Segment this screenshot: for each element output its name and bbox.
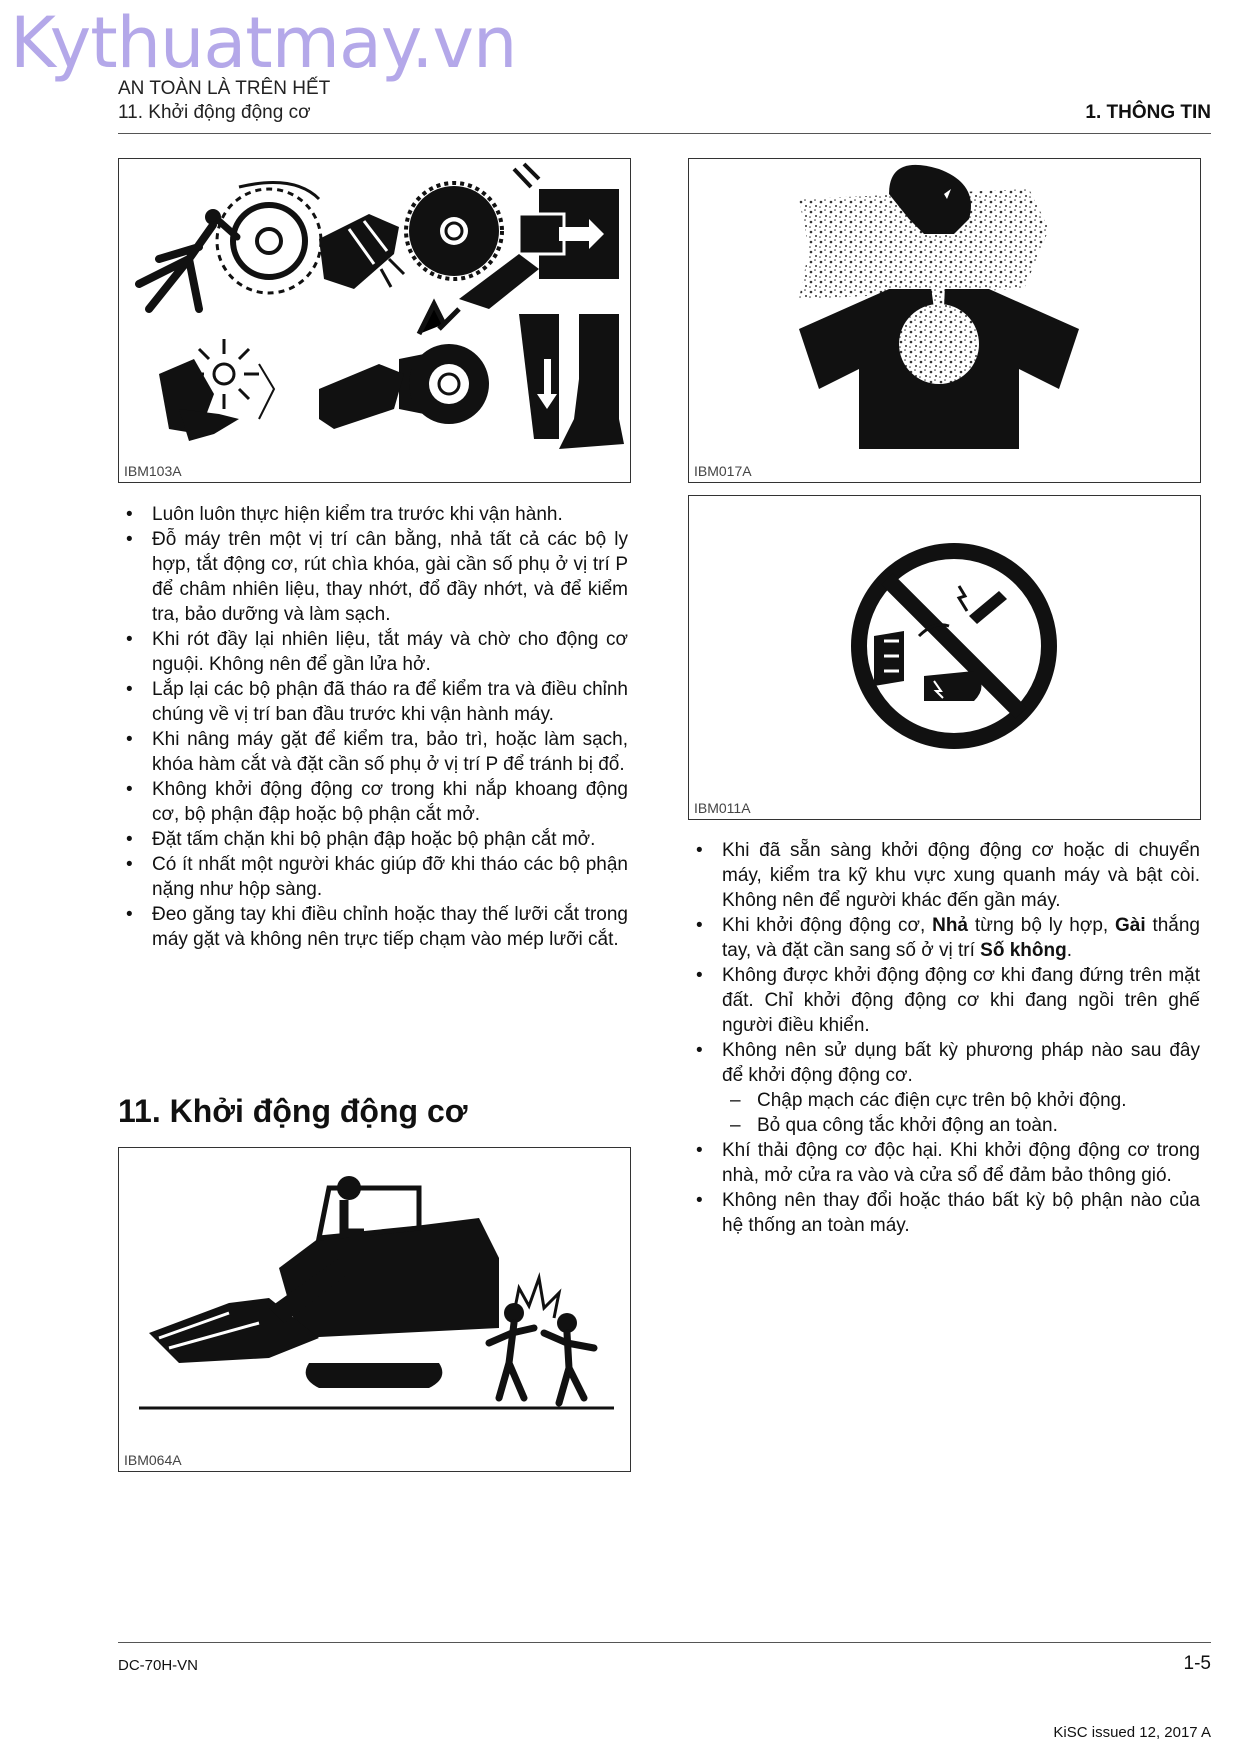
header-chapter: 1. THÔNG TIN: [1085, 102, 1211, 123]
list-item: • Có ít nhất một người khác giúp đỡ khi tháo các bộ phận nặng như hộp sàng.: [118, 852, 628, 902]
text-run: .: [1066, 940, 1073, 961]
sub-list-item: – Bỏ qua công tắc khởi động an toàn.: [722, 1113, 1200, 1138]
toxic-gas-inhalation-icon: [689, 159, 1199, 459]
header-section-title: AN TOÀN LÀ TRÊN HẾT: [118, 78, 331, 99]
footer-issued: KiSC issued 12, 2017 A: [1053, 1724, 1211, 1741]
no-jump-start-icon: [689, 496, 1199, 796]
figure-label: IBM103A: [124, 463, 182, 479]
emphasis-release: Nhả: [932, 915, 969, 936]
list-item: • Đỗ máy trên một vị trí cân bằng, nhả tất cả các bộ ly hợp, tắt động cơ, rút chìa khóa, gài cần số phụ ở vị trí P để châm nhiên liệu, thay nhớt, đổ đầy nhớt, và để kiểm tra, bảo dưỡng và làm sạch.: [118, 527, 628, 627]
figure-hazard-pictograms: [118, 158, 631, 483]
list-item: • Khi nâng máy gặt để kiểm tra, bảo trì, hoặc làm sạch, khóa hàm cắt và đặt cần số phụ ở vị trí P để tránh bị đổ.: [118, 727, 628, 777]
figure-toxic-gas: [688, 158, 1201, 483]
list-item: • Đeo găng tay khi điều chỉnh hoặc thay thế lưỡi cắt trong máy gặt và không nên trực tiếp chạm vào mép lưỡi cắt.: [118, 902, 628, 952]
list-item: • Đặt tấm chặn khi bộ phận đập hoặc bộ phận cắt mở.: [118, 827, 628, 852]
section-title: 11. Khởi động động cơ: [118, 1093, 468, 1129]
belt-pulley-hand-icon: [319, 304, 489, 429]
list-item: • Khí thải động cơ độc hại. Khi khởi động động cơ trong nhà, mở cửa ra vào và cửa sổ để đảm bảo thông gió.: [688, 1138, 1200, 1188]
header-rule: [118, 133, 1211, 134]
sub-list-item: – Chập mạch các điện cực trên bộ khởi động.: [722, 1088, 1200, 1113]
text-run: thắng tay, và đặt cần sang số ở vị trí: [722, 915, 1200, 961]
left-bullet-list: [118, 502, 628, 952]
list-item: • Không được khởi động động cơ khi đang đứng trên mặt đất. Chỉ khởi động động cơ khi đang ngồi trên ghế người điều khiển.: [688, 963, 1200, 1038]
emphasis-engage: Gài: [1115, 915, 1146, 936]
emphasis-neutral: Số không: [980, 940, 1067, 961]
text-run: Khi khởi động động cơ,: [722, 915, 933, 936]
rotating-part-entanglement-icon: [139, 183, 321, 309]
text-run: Không nên sử dụng bất kỳ phương pháp nào sau đây để khởi động động cơ.: [722, 1040, 1200, 1086]
watermark: Kythuatmay.vn: [10, 2, 517, 84]
list-item: • Khi đã sẵn sàng khởi động động cơ hoặc di chuyển máy, kiểm tra kỹ khu vực xung quanh máy và bật còi. Không nên để người khác đến gần máy.: [688, 838, 1200, 913]
figure-no-jump-start: [688, 495, 1201, 820]
footer-rule: [118, 1642, 1211, 1643]
list-item: • Luôn luôn thực hiện kiểm tra trước khi vận hành.: [118, 502, 628, 527]
figure-label: IBM017A: [694, 463, 752, 479]
sub-list: [722, 1088, 1200, 1138]
list-item: • Không khởi động động cơ trong khi nắp khoang động cơ, bộ phận đập hoặc bộ phận cắt mở.: [118, 777, 628, 827]
list-item: • Không nên thay đổi hoặc tháo bất kỳ bộ phận nào của hệ thống an toàn máy.: [688, 1188, 1200, 1238]
list-item: [688, 913, 1200, 963]
explosion-hand-icon: [159, 339, 274, 441]
header-subsection: 11. Khởi động động cơ: [118, 102, 311, 123]
saw-blade-hand-icon: [319, 183, 502, 289]
crush-foot-icon: [519, 314, 624, 449]
text-run: từng bộ ly hợp,: [968, 915, 1115, 936]
combine-harvester-people-icon: [119, 1148, 629, 1448]
list-item: [688, 1038, 1200, 1138]
figure-label: IBM064A: [124, 1452, 182, 1468]
footer-page-number: 1-5: [1183, 1653, 1211, 1674]
list-item: • Lắp lại các bộ phận đã tháo ra để kiểm tra và điều chỉnh chúng về vị trí ban đầu trước khi vận hành máy.: [118, 677, 628, 727]
list-item: • Khi rót đầy lại nhiên liệu, tắt máy và chờ cho động cơ nguội. Không nên để gần lửa hở.: [118, 627, 628, 677]
right-bullet-list: [688, 838, 1200, 1238]
figure-combine-harvester: [118, 1147, 631, 1472]
footer-model: DC-70H-VN: [118, 1657, 199, 1674]
figure-label: IBM011A: [694, 800, 751, 816]
